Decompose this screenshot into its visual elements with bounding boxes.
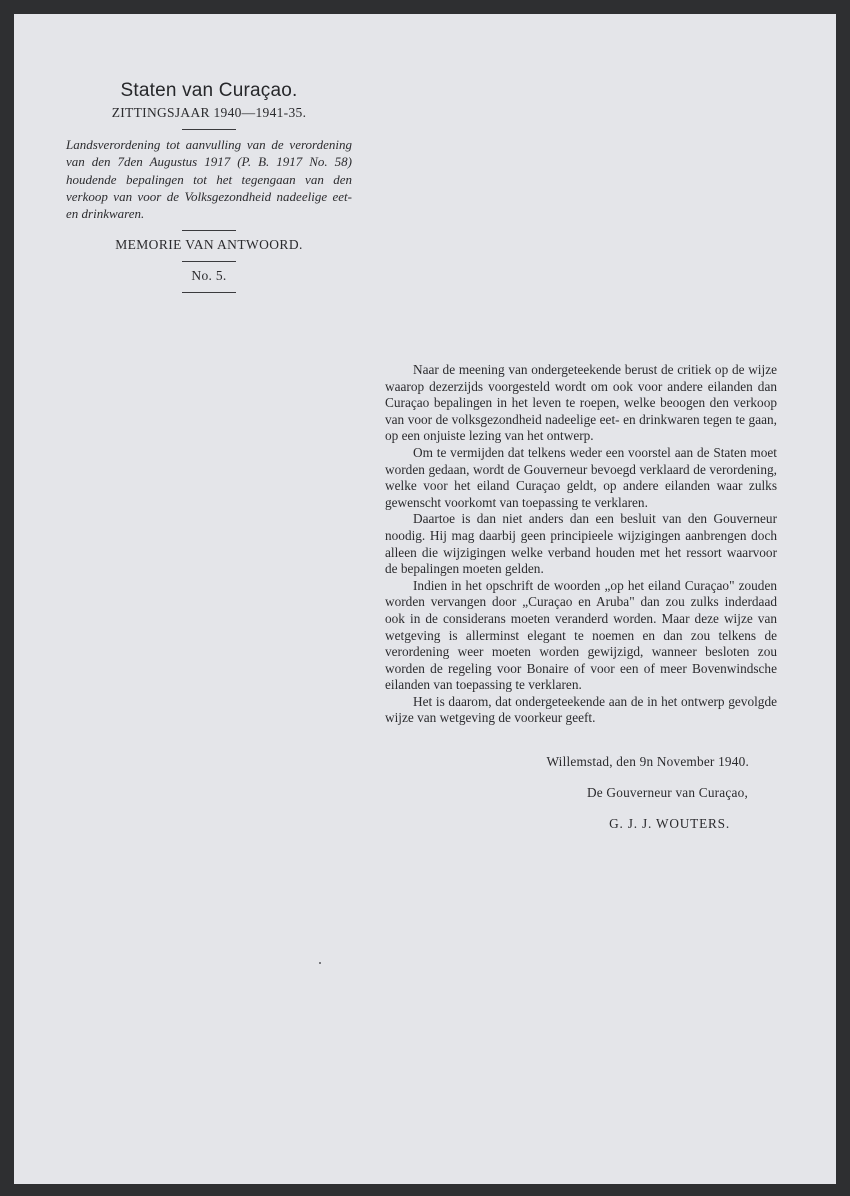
divider-rule	[182, 261, 236, 262]
document-number: No. 5.	[191, 268, 227, 284]
body-paragraph: Indien in het opschrift de woorden „op het eiland Curaçao" zouden worden vervangen door „Curaçao en Aruba" dan zou zulks inderdaad ook in de considerans moeten veranderd worden. Maar deze wijze van wetgeving is allerminst elegant te noemen en dan zou telkens de verordening weer moeten worden gewijzigd, wanneer besloten zou worden de regeling voor Bonaire of voor een of meer Bovenwindsche eilanden van toepassing te verklaren.	[385, 577, 777, 693]
paper-speck	[319, 962, 321, 964]
body-paragraph: Het is daarom, dat ondergeteekende aan de in het ontwerp gevolgde wijze van wetgeving de voorkeur geeft.	[385, 693, 777, 726]
body-paragraph: Daartoe is dan niet anders dan een besluit van den Gouverneur noodig. Hij mag daarbij geen principieele wijzigingen aanbrengen doch alleen die wijzigingen welke verband houden met het ressort waarvoor de bepalingen moeten gelden.	[385, 511, 777, 577]
signatory-role: De Gouverneur van Curaçao,	[586, 785, 748, 800]
session-year: ZITTINGSJAAR 1940—1941-35.	[111, 105, 307, 120]
body-paragraph: Naar de meening van ondergeteekende berust de critiek op de wijze waarop dezerzijds voorgesteld wordt om ook voor andere eilanden dan Curaçao bepalingen in het leven te roepen, welke beoogen den verkoop van voor de volksgezondheid nadeelige eet- en drinkwaren tegen te gaan, op een onjuiste lezing van het ontwerp.	[385, 362, 777, 444]
body-paragraph: Om te vermijden dat telkens weder een voorstel aan de Staten moet worden gedaan, wordt de Gouverneur bevoegd verklaard de verordening, welke voor het eiland Curaçao geldt, op andere eilanden waar zulks gewenscht voorkomt van toepassing te verklaren.	[385, 444, 777, 510]
divider-rule	[182, 292, 236, 293]
divider-rule	[182, 129, 236, 130]
divider-rule	[182, 230, 236, 231]
document-page	[14, 14, 836, 1184]
ordinance-description: Landsverordening tot aanvulling van de verordening van den 7den Augustus 1917 (P. B. 1917 No. 58) houdende bepalingen tot het tegengaan van den verkoop van voor de Volksgezondheid nadeelige eet- en drinkwaren.	[66, 137, 352, 222]
signatory-name: G. J. J. WOUTERS.	[609, 816, 730, 831]
place-date: Willemstad, den 9n November 1940.	[546, 754, 749, 769]
document-type-heading: MEMORIE VAN ANTWOORD.	[115, 237, 303, 253]
document-title: Staten van Curaçao.	[120, 80, 298, 101]
header-block	[66, 80, 352, 299]
body-text	[385, 362, 777, 727]
